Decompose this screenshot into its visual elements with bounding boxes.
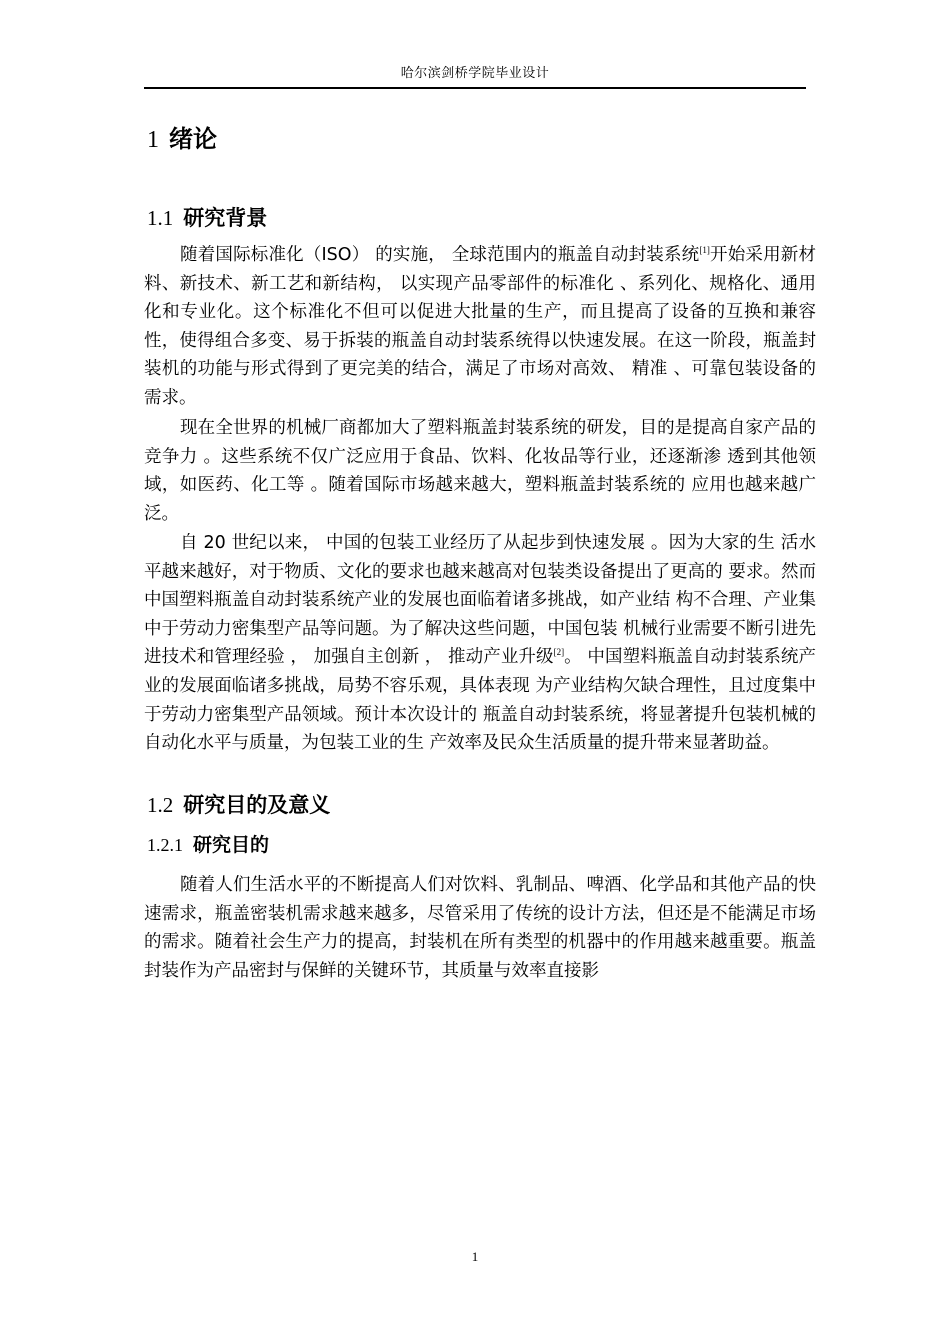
paragraph-text: 。 中国塑料瓶盖自动封装系统产业的发展面临诸多挑战，局势不容乐观，具体表现 为产业结构欠缺合理性，且过度集中于劳动力密集型产品领域。预计本次设计的 瓶盖自动封装系统，将显著提升包装机械的自动化水平与质量，为包装工业的生 产效率及民众生活质量的提升带来显著助益。 (144, 647, 817, 754)
paragraph-text: 自 20 世纪以来， 中国的包装工业经历了从起步到快速发展 。因为大家的生 活水平越来越好，对于物质、文化的要求也越来越高对包装类设备提出了更高的 要求。然而中国塑料瓶盖自动封装系统产业的发展也面临着诸多挑战，如产业结 构不合理、产业集中于劳动力密集型产品等问题。为了解决这些问题，中国包装 机械行业需要不断引进先进技术和管理经验 ， 加强自主创新 ， 推动产业升级 (144, 533, 816, 668)
running-header: 哈尔滨剑桥学院毕业设计 (400, 66, 550, 81)
chapter-number: 1 (147, 127, 159, 153)
paragraph: 随着人们生活水平的不断提高人们对饮料、乳制品、啤酒、化学品和其他产品的快速需求，瓶盖密装机需求越来越多，尽管采用了传统的设计方法，但还是不能满足市场的需求。随着社会生产力的提高，封装机在所有类型的机器中的作用越来越重要。瓶盖封装作为产品密封与保鲜的关键环节，其质量与效率直接影 (144, 875, 816, 981)
subsection-number: 1.2.1 (147, 835, 183, 855)
header-rule (144, 87, 806, 89)
section-number: 1.1 (147, 206, 174, 230)
citation-ref: [1] (699, 245, 710, 255)
section-title: 研究目的及意义 (183, 793, 331, 817)
paragraph (144, 241, 816, 413)
citation-ref: [2] (553, 647, 565, 658)
section-number: 1.2 (147, 793, 174, 817)
chapter-heading (147, 122, 217, 157)
section-heading-1-2 (147, 790, 330, 820)
section-heading-1-1 (147, 203, 267, 233)
section-title: 研究背景 (183, 206, 268, 230)
chapter-title: 绪论 (169, 125, 217, 153)
paragraph (144, 529, 816, 758)
paragraph-text: 随着国际标准化（ISO） 的实施， 全球范围内的瓶盖自动封装系统 (180, 245, 700, 265)
page-number: 1 (471, 1249, 479, 1264)
subsection-heading-1-2-1 (147, 831, 269, 859)
subsection-title: 研究目的 (193, 834, 270, 856)
paragraph-text: 开始采用新材料、新技术、新工艺和新结构， 以实现产品零部件的标准化 、系列化、规格化、通用化和专业化。这个标准化不但可以促进大批量的生产，而且提高了设备的互换和兼容性，使得组合多变、易于拆装的瓶盖自动封装系统得以快速发展。在这一阶段，瓶盖封装机的功能与形式得到了更完美的结合，满足了市场对高效、 精准 、可靠包装设备的需求。 (144, 245, 816, 408)
paragraph: 现在全世界的机械厂商都加大了塑料瓶盖封装系统的研发，目的是提高自家产品的竞争力 。这些系统不仅广泛应用于食品、饮料、化妆品等行业，还逐渐渗 透到其他领域，如医药、化工等 。随着国际市场越来越大，塑料瓶盖封装系统的 应用也越来越广泛。 (144, 418, 816, 524)
